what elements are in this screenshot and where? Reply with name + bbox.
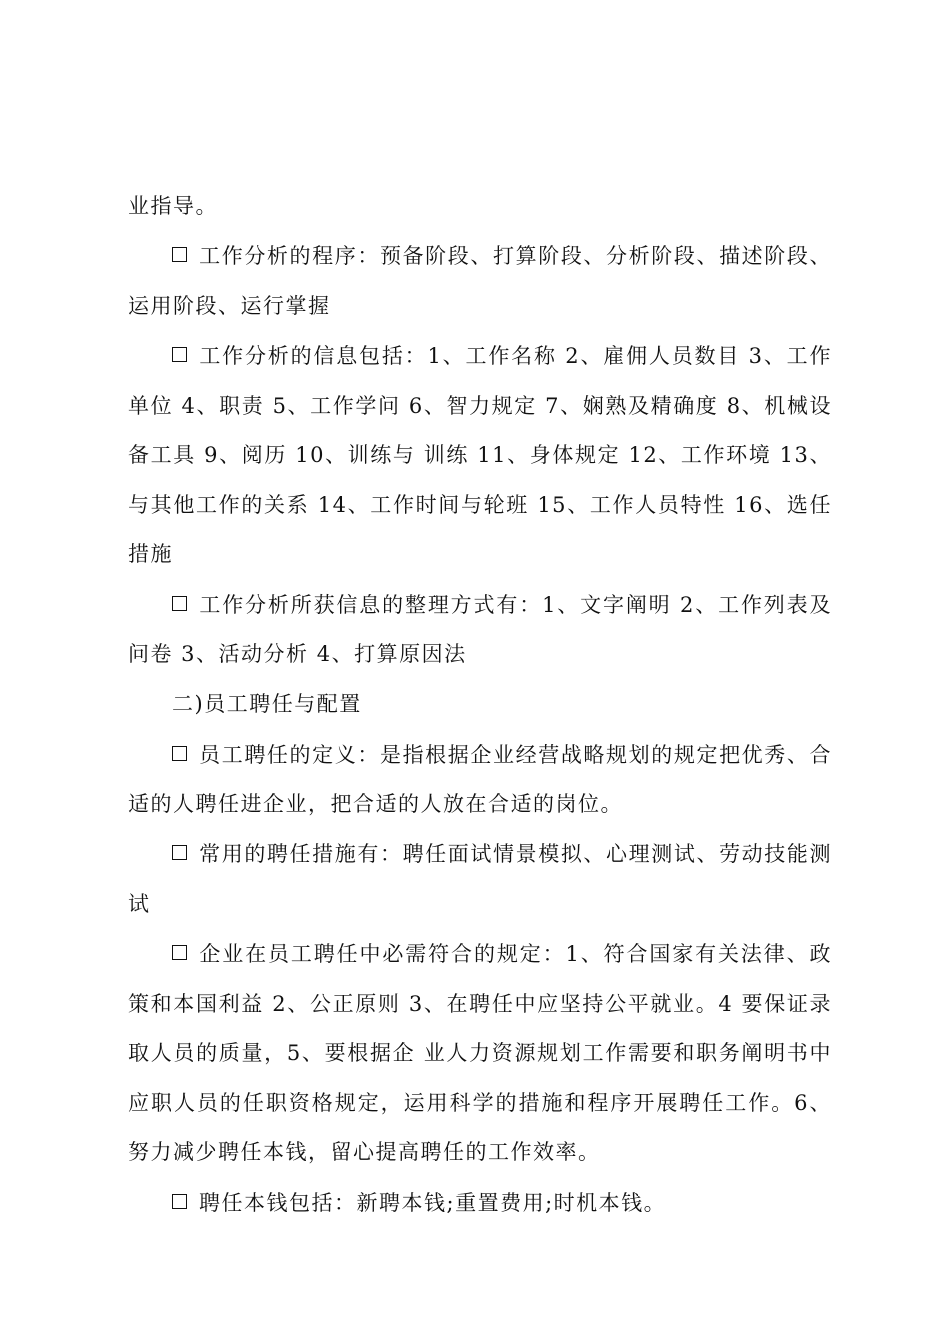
paragraph-text: 业指导。 <box>128 194 218 218</box>
paragraph-recruitment-requirements <box>128 930 832 1178</box>
checkbox-bullet-icon <box>172 347 187 362</box>
paragraph-text: 工作分析所获信息的整理方式有：1、文字阐明 2、工作列表及问卷 3、活动分析 4、打算原因法 <box>128 592 832 667</box>
paragraph-job-analysis-procedure <box>128 232 832 331</box>
paragraph-text: 员工聘任的定义：是指根据企业经营战略规划的规定把优秀、合适的人聘任进企业，把合适的人放在合适的岗位。 <box>128 742 832 817</box>
checkbox-bullet-icon <box>172 247 187 262</box>
paragraph-text: 工作分析的程序：预备阶段、打算阶段、分析阶段、描述阶段、运用阶段、运行掌握 <box>128 244 832 318</box>
paragraph-job-analysis-information <box>128 332 832 580</box>
checkbox-bullet-icon <box>172 845 187 860</box>
checkbox-bullet-icon <box>172 596 187 611</box>
paragraph-information-organization <box>128 581 832 680</box>
checkbox-bullet-icon <box>172 1194 187 1209</box>
paragraph-recruitment-definition <box>128 731 832 830</box>
checkbox-bullet-icon <box>172 746 187 761</box>
document-body <box>128 182 832 1228</box>
checkbox-bullet-icon <box>172 945 187 960</box>
section-heading <box>128 680 832 730</box>
paragraph-recruitment-methods <box>128 830 832 929</box>
paragraph-text: 常用的聘任措施有：聘任面试情景模拟、心理测试、劳动技能测试 <box>128 842 832 916</box>
paragraph-text: 聘任本钱包括：新聘本钱;重置费用;时机本钱。 <box>199 1190 667 1215</box>
paragraph-text: 工作分析的信息包括：1、工作名称 2、雇佣人员数目 3、工作单位 4、职责 5、工作学问 6、智力规定 7、娴熟及精确度 8、机械设备工具 9、阅历 10、训练与 训练 11、身体规定 12、工作环境 13、与其他工作的关系 14、工作时间与轮班 15、工作人员特性 16、选任措施 <box>128 343 832 567</box>
section-heading-text: 二)员工聘任与配置 <box>172 692 362 717</box>
paragraph-continuation <box>128 182 832 232</box>
paragraph-recruitment-costs <box>128 1179 832 1229</box>
paragraph-text: 企业在员工聘任中必需符合的规定：1、符合国家有关法律、政策和本国利益 2、公正原则 3、在聘任中应坚持公平就业。4 要保证录取人员的质量，5、要根据企 业人力资源规划工作需要和职务阐明书中应职人员的任职资格规定，运用科学的措施和程序开展聘任工作。6、努力减少聘任本钱，留心提高聘任的工作效率。 <box>128 942 832 1165</box>
